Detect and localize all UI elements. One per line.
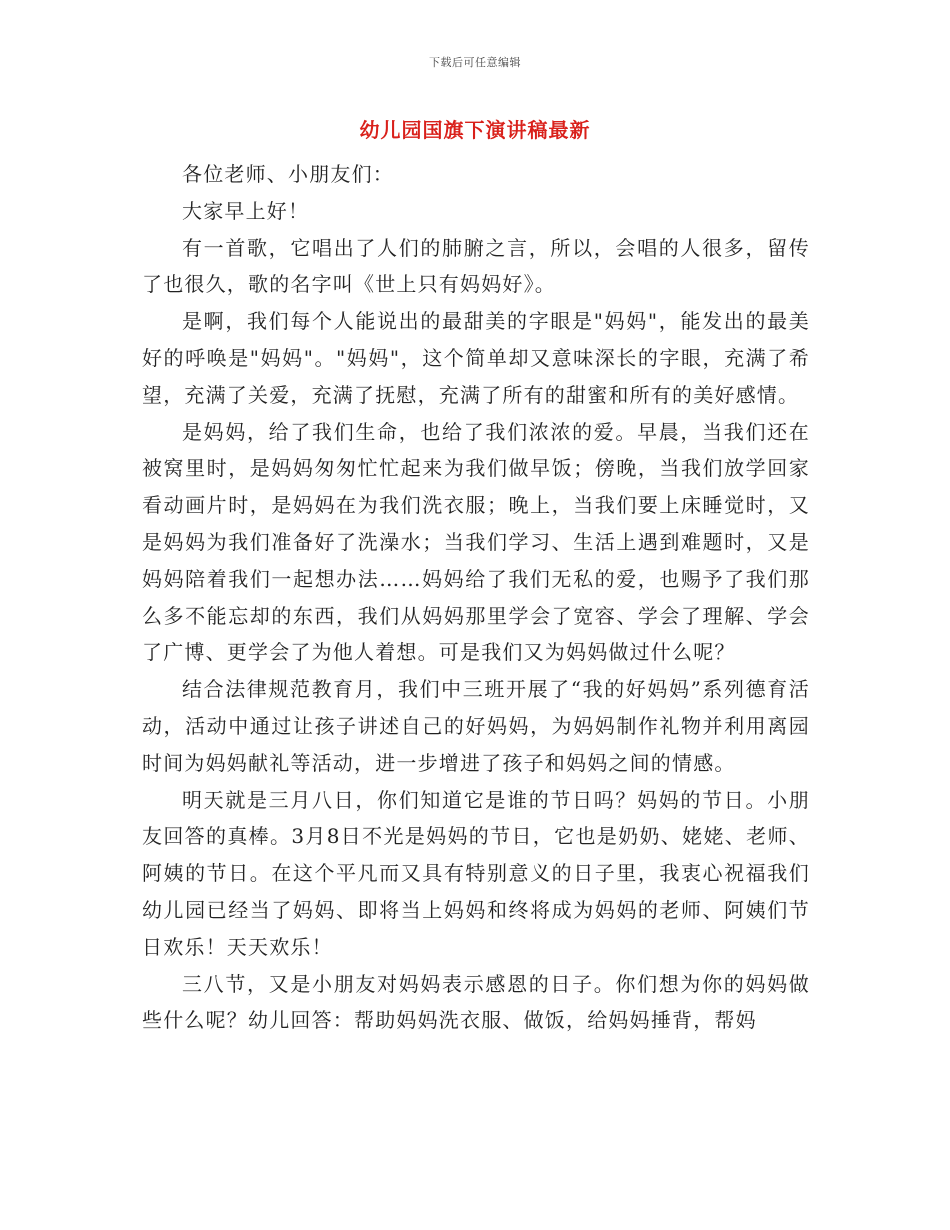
- paragraph-salutation: 各位老师、小朋友们：: [182, 162, 394, 186]
- paragraph-greeting: 大家早上好！: [182, 198, 310, 223]
- paragraph-gratitude: 三八节，又是小朋友对妈妈表示感恩的日子。你们想为你的妈妈做些什么呢？幼儿回答：帮助妈妈洗衣服、做饭，给妈妈捶背，帮妈: [142, 971, 810, 1033]
- paragraph-womens-day: 明天就是三月八日，你们知道它是谁的节日吗？妈妈的节日。小朋友回答的真棒。3月8日不光是妈妈的节日，它也是奶奶、姥姥、老师、阿姨的节日。在这个平凡而又具有特别意义的日子里，我衷心祝福我们幼儿园已经当了妈妈、即将当上妈妈和终将成为妈妈的老师、阿姨们节日欢乐！天天欢乐！: [142, 787, 810, 959]
- paragraph-song: 有一首歌，它唱出了人们的肺腑之言，所以，会唱的人很多，留传了也很久，歌的名字叫《世上只有妈妈好》。: [142, 235, 810, 297]
- header-note: 下载后可任意编辑: [429, 56, 521, 69]
- paragraph-mama-word: 是啊，我们每个人能说出的最甜美的字眼是"妈妈"，能发出的最美好的呼唤是"妈妈"。"妈妈"，这个简单却又意味深长的字眼，充满了希望，充满了关爱，充满了抚慰，充满了所有的甜蜜和所有的美好感情。: [142, 309, 810, 407]
- paragraph-activity: 结合法律规范教育月，我们中三班开展了“我的好妈妈”系列德育活动，活动中通过让孩子讲述自己的好妈妈，为妈妈制作礼物并利用离园时间为妈妈献礼等活动，进一步增进了孩子和妈妈之间的情感。: [142, 677, 810, 775]
- document-title: 幼儿园国旗下演讲稿最新: [359, 118, 591, 142]
- document-body: [142, 156, 810, 1039]
- paragraph-mama-love: 是妈妈，给了我们生命，也给了我们浓浓的爱。早晨，当我们还在被窝里时，是妈妈匆匆忙忙起来为我们做早饭；傍晚，当我们放学回家看动画片时，是妈妈在为我们洗衣服；晚上，当我们要上床睡觉时，又是妈妈为我们准备好了洗澡水；当我们学习、生活上遇到难题时，又是妈妈陪着我们一起想办法……妈妈给了我们无私的爱，也赐予了我们那么多不能忘却的东西，我们从妈妈那里学会了宽容、学会了理解、学会了广博、更学会了为他人着想。可是我们又为妈妈做过什么呢？: [142, 419, 810, 665]
